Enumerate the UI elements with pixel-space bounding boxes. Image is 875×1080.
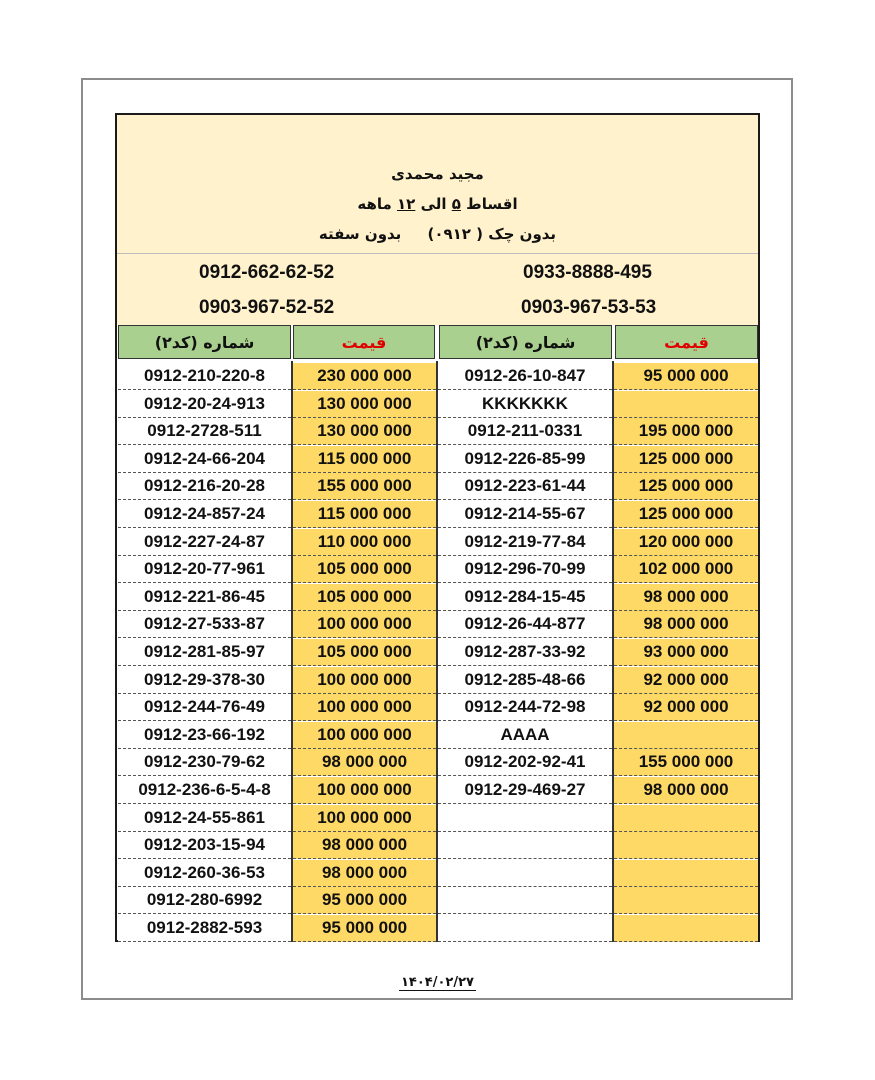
left-number-cell: 0912-210-220-8 <box>118 363 291 390</box>
right-number-cell: 0912-219-77-84 <box>438 529 612 556</box>
right-number-cell: 0912-29-469-27 <box>438 777 612 804</box>
right-number-cell <box>438 860 612 887</box>
phone-left-1: 0912-662-62-52 <box>199 262 335 283</box>
left-number-cell: 0912-2728-511 <box>118 418 291 445</box>
phone-right-2: 0903-967-53-53 <box>521 297 657 318</box>
right-price-cell: 102 000 000 <box>614 556 758 583</box>
left-number-cell: 0912-236-6-5-4-8 <box>118 777 291 804</box>
right-price-cell: 120 000 000 <box>614 529 758 556</box>
right-number-cell: 0912-287-33-92 <box>438 639 612 666</box>
right-number-cell <box>438 832 612 859</box>
left-number-cell: 0912-227-24-87 <box>118 529 291 556</box>
footer-date: ۱۴۰۴/۰۲/۲۷ <box>401 975 474 990</box>
right-price-cell <box>614 915 758 942</box>
right-price-cell: 195 000 000 <box>614 418 758 445</box>
phone-left-2: 0903-967-52-52 <box>199 297 335 318</box>
left-number-cell: 0912-281-85-97 <box>118 639 291 666</box>
sheet-header <box>117 115 758 253</box>
right-price-cell <box>614 832 758 859</box>
left-price-cell: 95 000 000 <box>293 887 436 914</box>
right-price-cell: 155 000 000 <box>614 749 758 776</box>
left-number-cell: 0912-2882-593 <box>118 915 291 942</box>
left-number-cell: 0912-221-86-45 <box>118 584 291 611</box>
right-price-header: قیمت <box>615 325 758 359</box>
left-price-cell: 98 000 000 <box>293 749 436 776</box>
left-price-cell: 100 000 000 <box>293 611 436 638</box>
right-number-cell: KKKKKKK <box>438 391 612 418</box>
left-price-cell: 100 000 000 <box>293 722 436 749</box>
right-number-cell <box>438 805 612 832</box>
left-price-cell: 105 000 000 <box>293 556 436 583</box>
left-price-cell: 98 000 000 <box>293 832 436 859</box>
right-price-cell <box>614 860 758 887</box>
left-number-cell: 0912-29-378-30 <box>118 667 291 694</box>
left-price-cell: 130 000 000 <box>293 418 436 445</box>
right-price-cell: 95 000 000 <box>614 363 758 390</box>
left-number-cell: 0912-260-36-53 <box>118 860 291 887</box>
left-number-cell: 0912-244-76-49 <box>118 694 291 721</box>
price-sheet <box>115 113 760 942</box>
phone-right-1: 0933-8888-495 <box>523 262 652 283</box>
column-divider <box>436 361 438 942</box>
right-price-cell: 92 000 000 <box>614 667 758 694</box>
left-price-cell: 95 000 000 <box>293 915 436 942</box>
right-price-cell <box>614 805 758 832</box>
left-number-cell: 0912-230-79-62 <box>118 749 291 776</box>
column-divider <box>291 361 293 942</box>
left-number-cell: 0912-280-6992 <box>118 887 291 914</box>
left-price-cell: 105 000 000 <box>293 584 436 611</box>
left-number-header: شماره (کد۲) <box>118 325 291 359</box>
right-price-cell <box>614 391 758 418</box>
right-price-cell: 93 000 000 <box>614 639 758 666</box>
left-number-cell: 0912-24-857-24 <box>118 501 291 528</box>
right-price-cell: 98 000 000 <box>614 611 758 638</box>
left-number-cell: 0912-20-24-913 <box>118 391 291 418</box>
right-price-cell: 125 000 000 <box>614 501 758 528</box>
right-number-cell: AAAA <box>438 722 612 749</box>
contact-phones <box>117 253 758 326</box>
left-number-cell: 0912-216-20-28 <box>118 473 291 500</box>
left-number-cell: 0912-24-55-861 <box>118 805 291 832</box>
right-number-cell: 0912-226-85-99 <box>438 446 612 473</box>
left-price-cell: 100 000 000 <box>293 777 436 804</box>
left-price-cell: 100 000 000 <box>293 694 436 721</box>
column-header-row <box>117 325 758 361</box>
column-divider <box>612 361 614 942</box>
left-price-cell: 110 000 000 <box>293 529 436 556</box>
left-price-cell: 98 000 000 <box>293 860 436 887</box>
left-price-cell: 100 000 000 <box>293 805 436 832</box>
left-number-cell: 0912-23-66-192 <box>118 722 291 749</box>
left-price-cell: 115 000 000 <box>293 501 436 528</box>
right-number-cell: 0912-284-15-45 <box>438 584 612 611</box>
right-price-cell: 92 000 000 <box>614 694 758 721</box>
right-number-cell: 0912-26-44-877 <box>438 611 612 638</box>
right-number-cell: 0912-223-61-44 <box>438 473 612 500</box>
seller-name: مجید محمدی <box>391 165 484 183</box>
left-number-cell: 0912-24-66-204 <box>118 446 291 473</box>
right-number-cell: 0912-26-10-847 <box>438 363 612 390</box>
left-number-cell: 0912-203-15-94 <box>118 832 291 859</box>
left-price-cell: 105 000 000 <box>293 639 436 666</box>
right-number-cell <box>438 915 612 942</box>
left-price-cell: 130 000 000 <box>293 391 436 418</box>
right-number-cell: 0912-202-92-41 <box>438 749 612 776</box>
right-number-cell: 0912-214-55-67 <box>438 501 612 528</box>
right-number-cell: 0912-211-0331 <box>438 418 612 445</box>
left-price-header: قیمت <box>293 325 435 359</box>
terms-line: بدون چک ( ۰۹۱۲) بدون سفته <box>318 225 557 243</box>
right-price-cell: 98 000 000 <box>614 777 758 804</box>
right-price-cell <box>614 887 758 914</box>
left-price-cell: 230 000 000 <box>293 363 436 390</box>
left-number-cell: 0912-27-533-87 <box>118 611 291 638</box>
right-price-cell <box>614 722 758 749</box>
right-price-cell: 98 000 000 <box>614 584 758 611</box>
right-number-header: شماره (کد۲) <box>439 325 612 359</box>
right-number-cell: 0912-244-72-98 <box>438 694 612 721</box>
left-number-cell: 0912-20-77-961 <box>118 556 291 583</box>
right-number-cell: 0912-296-70-99 <box>438 556 612 583</box>
right-price-cell: 125 000 000 <box>614 473 758 500</box>
left-price-cell: 155 000 000 <box>293 473 436 500</box>
left-price-cell: 115 000 000 <box>293 446 436 473</box>
installments-line: اقساط ۵ الی ۱۲ ماهه <box>357 195 518 213</box>
right-price-cell: 125 000 000 <box>614 446 758 473</box>
left-price-cell: 100 000 000 <box>293 667 436 694</box>
right-number-cell: 0912-285-48-66 <box>438 667 612 694</box>
right-number-cell <box>438 887 612 914</box>
